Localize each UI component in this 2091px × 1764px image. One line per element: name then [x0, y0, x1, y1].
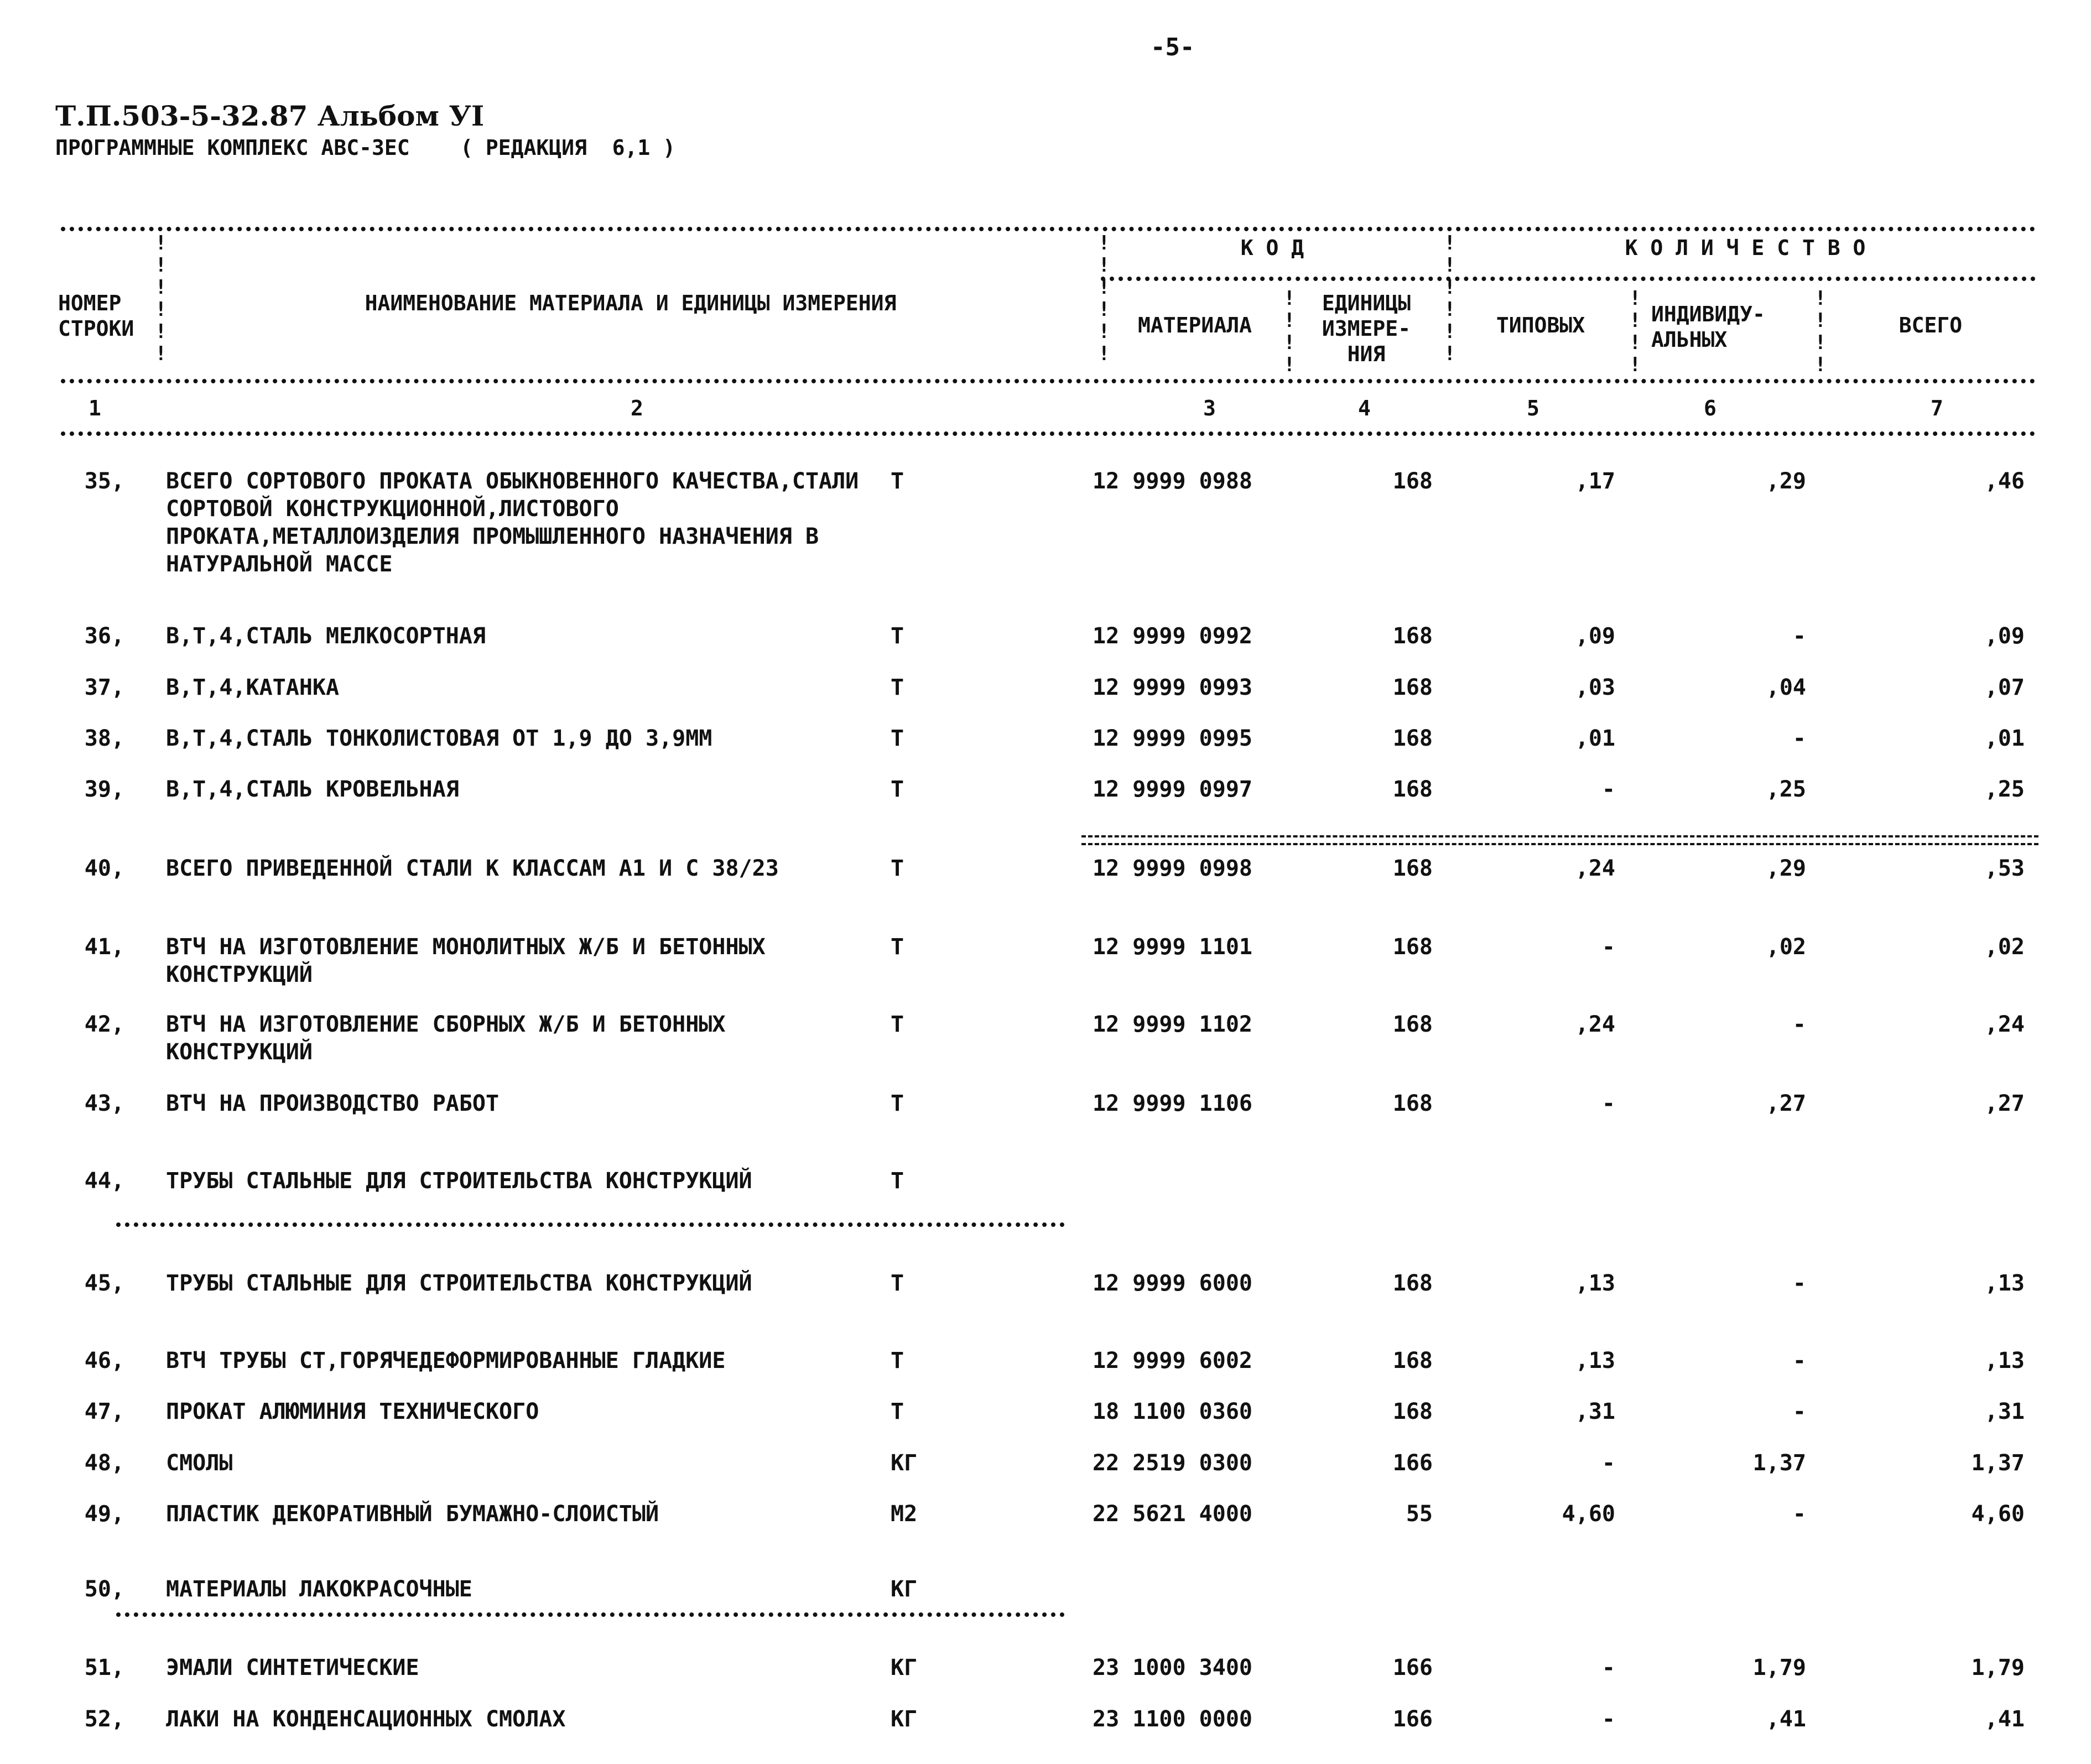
- page-number: -5-: [1151, 33, 1195, 61]
- material-name: ВТЧ НА ИЗГОТОВЛЕНИЕ МОНОЛИТНЫХ Ж/Б И БЕТОННЫХ КОНСТРУКЦИЙ: [166, 934, 766, 987]
- qty-typical: 4,60: [1562, 1501, 1615, 1527]
- column-separator: ! ! ! !: [1629, 287, 1641, 376]
- material-code: 22 2519 0300: [1093, 1450, 1252, 1476]
- qty-individual: -: [1792, 726, 1806, 751]
- row-number: 35,: [84, 469, 124, 494]
- qty-total: ,13: [1984, 1271, 2025, 1296]
- header-qty-typical: ТИПОВЫХ: [1496, 313, 1585, 337]
- material-code: 23 1100 0000: [1093, 1706, 1252, 1732]
- header-material-name: НАИМЕНОВАНИЕ МАТЕРИАЛА И ЕДИНИЦЫ ИЗМЕРЕНИЯ: [365, 291, 897, 315]
- qty-typical: -: [1601, 777, 1615, 802]
- qty-individual: 1,37: [1752, 1450, 1806, 1476]
- qty-total: ,09: [1984, 623, 2025, 649]
- unit: КГ: [891, 1706, 918, 1732]
- material-name: В,Т,4,КАТАНКА: [166, 675, 340, 700]
- material-code: 12 9999 0997: [1093, 777, 1252, 802]
- unit: Т: [891, 1399, 904, 1424]
- unit-code: 168: [1392, 623, 1433, 649]
- unit: КГ: [891, 1450, 918, 1476]
- row-number: 45,: [84, 1271, 124, 1296]
- unit-code: 168: [1392, 1348, 1433, 1373]
- unit-code: 168: [1392, 1012, 1433, 1037]
- qty-individual: -: [1792, 1399, 1806, 1424]
- column-number: 5: [1527, 396, 1539, 420]
- material-name: В,Т,4,СТАЛЬ КРОВЕЛЬНАЯ: [166, 777, 459, 802]
- material-code: 12 9999 0988: [1093, 469, 1252, 494]
- row-number: 46,: [84, 1348, 124, 1373]
- material-code: 22 5621 4000: [1093, 1501, 1252, 1527]
- unit-code: 166: [1392, 1706, 1433, 1732]
- qty-typical: ,13: [1575, 1348, 1615, 1373]
- material-code: 12 9999 0992: [1093, 623, 1252, 649]
- qty-total: ,53: [1984, 856, 2025, 881]
- row-number: 40,: [84, 856, 124, 881]
- row-number: 39,: [84, 777, 124, 802]
- row-number: 48,: [84, 1450, 124, 1476]
- row-number: 50,: [84, 1576, 124, 1602]
- qty-individual: ,27: [1766, 1091, 1806, 1116]
- material-name: ВТЧ НА ПРОИЗВОДСТВО РАБОТ: [166, 1091, 500, 1116]
- column-number: 2: [631, 396, 643, 420]
- section-rule: [116, 1612, 1065, 1617]
- qty-individual: -: [1792, 1501, 1806, 1527]
- column-separator: ! ! ! !: [1814, 287, 1827, 376]
- qty-individual: 1,79: [1752, 1655, 1806, 1680]
- unit-code: 168: [1392, 1271, 1433, 1296]
- material-name: ВСЕГО ПРИВЕДЕННОЙ СТАЛИ К КЛАССАМ А1 И С 38/23: [166, 856, 779, 881]
- qty-individual: ,29: [1766, 856, 1806, 881]
- qty-typical: ,24: [1575, 856, 1615, 881]
- qty-typical: -: [1601, 1091, 1615, 1116]
- column-number: 6: [1704, 396, 1717, 420]
- material-name: ТРУБЫ СТАЛЬНЫЕ ДЛЯ СТРОИТЕЛЬСТВА КОНСТРУКЦИЙ: [166, 1168, 752, 1194]
- unit-code: 55: [1406, 1501, 1433, 1527]
- unit: КГ: [891, 1576, 918, 1602]
- header-quantity-group: К О Л И Ч Е С Т В О: [1625, 236, 1866, 260]
- header-qty-individual: ИНДИВИДУ- АЛЬНЫХ: [1651, 302, 1765, 352]
- row-number: 49,: [84, 1501, 124, 1527]
- unit-code: 168: [1392, 469, 1433, 494]
- qty-individual: -: [1792, 1271, 1806, 1296]
- unit: Т: [891, 469, 904, 494]
- header-code-group: К О Д: [1240, 236, 1304, 260]
- material-name: ВТЧ ТРУБЫ СТ,ГОРЯЧЕДЕФОРМИРОВАННЫЕ ГЛАДКИЕ: [166, 1348, 726, 1373]
- qty-typical: ,31: [1575, 1399, 1615, 1424]
- qty-total: ,41: [1984, 1706, 2025, 1732]
- unit: Т: [891, 675, 904, 700]
- qty-individual: ,41: [1766, 1706, 1806, 1732]
- material-code: 12 9999 6002: [1093, 1348, 1252, 1373]
- column-separator: ! ! ! !: [1283, 287, 1296, 376]
- column-number: 3: [1203, 396, 1216, 420]
- material-name: СМОЛЫ: [166, 1450, 233, 1476]
- qty-total: ,25: [1984, 777, 2025, 802]
- qty-individual: ,02: [1766, 934, 1806, 960]
- unit-code: 168: [1392, 675, 1433, 700]
- qty-individual: -: [1792, 1012, 1806, 1037]
- material-code: 12 9999 1106: [1093, 1091, 1252, 1116]
- material-name: В,Т,4,СТАЛЬ МЕЛКОСОРТНАЯ: [166, 623, 486, 649]
- material-name: ПРОКАТ АЛЮМИНИЯ ТЕХНИЧЕСКОГО: [166, 1399, 539, 1424]
- column-number: 1: [89, 396, 101, 420]
- unit: Т: [891, 777, 904, 802]
- row-number: 52,: [84, 1706, 124, 1732]
- qty-typical: ,01: [1575, 726, 1615, 751]
- unit: Т: [891, 623, 904, 649]
- header-code-material: МАТЕРИАЛА: [1138, 313, 1252, 337]
- unit: Т: [891, 1012, 904, 1037]
- unit-code: 168: [1392, 856, 1433, 881]
- material-name: ПЛАСТИК ДЕКОРАТИВНЫЙ БУМАЖНО-СЛОИСТЫЙ: [166, 1501, 659, 1527]
- row-number: 43,: [84, 1091, 124, 1116]
- unit: М2: [891, 1501, 918, 1527]
- document-subtitle: ПРОГРАММНЫЕ КОМПЛЕКС АВС-ЗЕС ( РЕДАКЦИЯ 6,1 ): [55, 136, 676, 160]
- unit-code: 168: [1392, 934, 1433, 960]
- material-name: МАТЕРИАЛЫ ЛАКОКРАСОЧНЫЕ: [166, 1576, 472, 1602]
- column-separator: ! ! ! ! ! !: [1098, 232, 1110, 365]
- qty-individual: ,04: [1766, 675, 1806, 700]
- qty-total: ,01: [1984, 726, 2025, 751]
- material-code: 12 9999 6000: [1093, 1271, 1252, 1296]
- unit: Т: [891, 1168, 904, 1194]
- row-number: 51,: [84, 1655, 124, 1680]
- qty-typical: ,24: [1575, 1012, 1615, 1037]
- material-code: 12 9999 0998: [1093, 856, 1252, 881]
- qty-typical: ,09: [1575, 623, 1615, 649]
- column-separator: ! ! ! ! ! !: [155, 232, 167, 365]
- qty-typical: -: [1601, 1706, 1615, 1732]
- unit-code: 168: [1392, 1091, 1433, 1116]
- material-name: ТРУБЫ СТАЛЬНЫЕ ДЛЯ СТРОИТЕЛЬСТВА КОНСТРУКЦИЙ: [166, 1271, 752, 1296]
- unit: Т: [891, 726, 904, 751]
- qty-individual: ,29: [1766, 469, 1806, 494]
- qty-individual: -: [1792, 1348, 1806, 1373]
- material-code: 12 9999 1102: [1093, 1012, 1252, 1037]
- row-number: 36,: [84, 623, 124, 649]
- unit-code: 166: [1392, 1450, 1433, 1476]
- qty-typical: -: [1601, 934, 1615, 960]
- row-number: 42,: [84, 1012, 124, 1037]
- column-number: 4: [1358, 396, 1371, 420]
- material-code: 12 9999 0993: [1093, 675, 1252, 700]
- material-code: 12 9999 1101: [1093, 934, 1252, 960]
- qty-typical: ,03: [1575, 675, 1615, 700]
- unit-code: 166: [1392, 1655, 1433, 1680]
- header-qty-total: ВСЕГО: [1898, 313, 1963, 337]
- qty-total: ,27: [1984, 1091, 2025, 1116]
- header-bottom-rule: [61, 379, 2036, 383]
- row-number: 44,: [84, 1168, 124, 1194]
- qty-total: ,07: [1984, 675, 2025, 700]
- material-name: ВТЧ НА ИЗГОТОВЛЕНИЕ СБОРНЫХ Ж/Б И БЕТОННЫХ КОНСТРУКЦИЙ: [166, 1012, 726, 1065]
- material-code: 12 9999 0995: [1093, 726, 1252, 751]
- unit: Т: [891, 1271, 904, 1296]
- qty-total: ,02: [1984, 934, 2025, 960]
- code-group-rule: [1101, 277, 2036, 281]
- double-rule: [1081, 835, 2038, 845]
- qty-total: ,31: [1984, 1399, 2025, 1424]
- qty-typical: -: [1601, 1450, 1615, 1476]
- column-numbers-rule: [61, 431, 2036, 436]
- qty-total: 4,60: [1971, 1501, 2025, 1527]
- qty-typical: ,17: [1575, 469, 1615, 494]
- row-number: 47,: [84, 1399, 124, 1424]
- qty-total: 1,37: [1971, 1450, 2025, 1476]
- material-name: В,Т,4,СТАЛЬ ТОНКОЛИСТОВАЯ ОТ 1,9 ДО 3,9ММ: [166, 726, 712, 751]
- row-number: 37,: [84, 675, 124, 700]
- material-name: ЛАКИ НА КОНДЕНСАЦИОННЫХ СМОЛАХ: [166, 1706, 566, 1732]
- qty-total: ,24: [1984, 1012, 2025, 1037]
- section-rule: [116, 1222, 1065, 1227]
- column-number: 7: [1931, 396, 1943, 420]
- material-code: 23 1000 3400: [1093, 1655, 1252, 1680]
- unit: Т: [891, 856, 904, 881]
- unit-code: 168: [1392, 1399, 1433, 1424]
- unit: Т: [891, 1348, 904, 1373]
- column-separator: ! ! ! ! ! !: [1444, 232, 1456, 365]
- row-number: 38,: [84, 726, 124, 751]
- unit: Т: [891, 934, 904, 960]
- qty-individual: -: [1792, 623, 1806, 649]
- unit-code: 168: [1392, 726, 1433, 751]
- material-name: ЭМАЛИ СИНТЕТИЧЕСКИЕ: [166, 1655, 419, 1680]
- header-row-number: НОМЕР СТРОКИ: [58, 291, 134, 341]
- qty-individual: ,25: [1766, 777, 1806, 802]
- material-name: ВСЕГО СОРТОВОГО ПРОКАТА ОБЫКНОВЕННОГО КАЧЕСТВА,СТАЛИ СОРТОВОЙ КОНСТРУКЦИОННОЙ,ЛИСТОВОГО ПРОКАТА,МЕТАЛЛОИЗДЕЛИЯ ПРОМЫШЛЕННОГО НАЗНАЧЕНИЯ В НАТУРАЛЬНОЙ МАССЕ: [166, 469, 859, 577]
- unit: Т: [891, 1091, 904, 1116]
- header-code-unit: ЕДИНИЦЫ ИЗМЕРЕ- НИЯ: [1322, 291, 1411, 366]
- unit-code: 168: [1392, 777, 1433, 802]
- qty-typical: ,13: [1575, 1271, 1615, 1296]
- unit: КГ: [891, 1655, 918, 1680]
- qty-typical: -: [1601, 1655, 1615, 1680]
- qty-total: 1,79: [1971, 1655, 2025, 1680]
- table-top-rule: [61, 227, 2036, 231]
- qty-total: ,46: [1984, 469, 2025, 494]
- material-code: 18 1100 0360: [1093, 1399, 1252, 1424]
- row-number: 41,: [84, 934, 124, 960]
- qty-total: ,13: [1984, 1348, 2025, 1373]
- document-title: Т.П.503-5-32.87 Альбом УІ: [55, 100, 485, 132]
